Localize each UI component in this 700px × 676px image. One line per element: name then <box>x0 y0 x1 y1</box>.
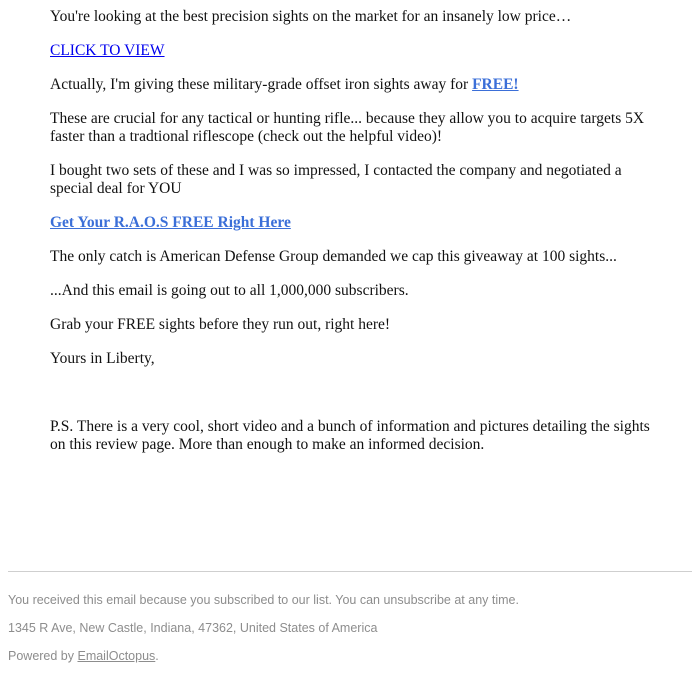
bought-paragraph: I bought two sets of these and I was so impressed, I contacted the company and negotiated a special deal for YOU <box>50 162 622 197</box>
powered-by-suffix: . <box>155 649 159 663</box>
click-to-view-link[interactable]: CLICK TO VIEW <box>50 42 165 59</box>
emailoctopus-link[interactable]: EmailOctopus <box>77 649 156 663</box>
footer-subscription-note: You received this email because you subscribed to our list. You can unsubscribe at any time. <box>8 593 519 607</box>
subscribers-paragraph: ...And this email is going out to all 1,000,000 subscribers. <box>50 282 409 299</box>
get-raos-paragraph <box>50 214 650 232</box>
free-link[interactable]: FREE! <box>472 76 519 93</box>
footer-powered-by <box>8 648 692 664</box>
grab-paragraph: Grab your FREE sights before they run out, right here! <box>50 316 391 333</box>
catch-paragraph: The only catch is American Defense Group demanded we cap this giveaway at 100 sights... <box>50 248 617 265</box>
signoff: Yours in Liberty, <box>50 350 155 367</box>
crucial-paragraph: These are crucial for any tactical or hunting rifle... because they allow you to acquire targets 5X faster than a tradtional riflescope (check out the helpful video)! <box>50 110 645 145</box>
get-raos-link[interactable]: Get Your R.A.O.S FREE Right Here <box>50 214 291 231</box>
free-offer-text: Actually, I'm giving these military-grade offset iron sights away for <box>50 76 473 93</box>
free-offer-paragraph <box>50 76 650 94</box>
footer-address: 1345 R Ave, New Castle, Indiana, 47362, United States of America <box>8 621 378 635</box>
click-to-view-paragraph <box>50 42 650 60</box>
footer-divider <box>8 571 692 572</box>
ps-paragraph: P.S. There is a very cool, short video and a bunch of information and pictures detailing the sights on this review page. More than enough to make an informed decision. <box>50 418 650 453</box>
powered-by-prefix: Powered by <box>8 649 78 663</box>
intro-paragraph: You're looking at the best precision sights on the market for an insanely low price… <box>50 8 572 25</box>
